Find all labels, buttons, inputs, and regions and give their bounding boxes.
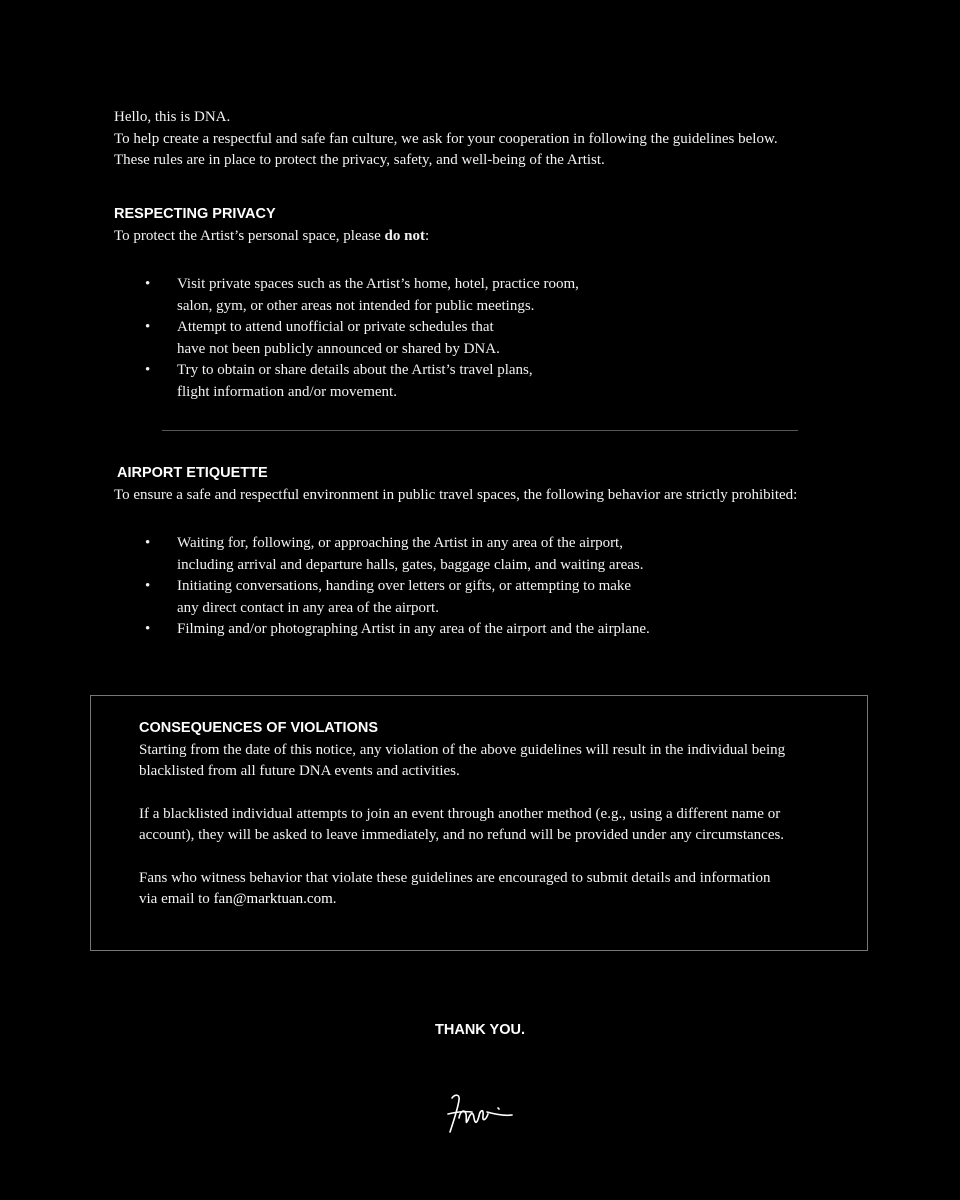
list-item-line: Initiating conversations, handing over letters or gifts, or attempting to make bbox=[177, 578, 632, 594]
violations-box bbox=[90, 695, 868, 951]
violations-paragraph bbox=[139, 740, 839, 783]
section-divider bbox=[162, 430, 798, 431]
bullet-icon: • bbox=[145, 535, 151, 551]
list-item bbox=[114, 576, 874, 619]
paragraph-line: If a blacklisted individual attempts to join an event through another method (e.g., using a different name or bbox=[139, 805, 781, 822]
airport-lead: To ensure a safe and respectful environment in public travel spaces, the following behavior are strictly prohibited: bbox=[114, 486, 798, 503]
paragraph-line: blacklisted from all future DNA events and activities. bbox=[139, 763, 460, 779]
email-prefix: via email to bbox=[139, 891, 214, 907]
airport-list bbox=[114, 533, 874, 641]
privacy-list bbox=[114, 274, 874, 403]
list-item-line: any direct contact in any area of the airport. bbox=[177, 599, 439, 616]
intro-section bbox=[114, 107, 874, 172]
thank-you-text: THANK YOU. bbox=[435, 1022, 525, 1038]
list-item-line: have not been publicly announced or shared by DNA. bbox=[177, 340, 500, 357]
bullet-icon: • bbox=[145, 578, 151, 594]
intro-greeting: Hello, this is DNA. bbox=[114, 109, 231, 125]
intro-purpose: These rules are in place to protect the privacy, safety, and well-being of the Artist. bbox=[114, 152, 605, 168]
paragraph-line: account), they will be asked to leave immediately, and no refund will be provided under any circumstances. bbox=[139, 827, 785, 843]
violations-content bbox=[139, 718, 839, 911]
airport-heading: AIRPORT ETIQUETTE bbox=[117, 465, 268, 481]
list-item-line: salon, gym, or other areas not intended for public meetings. bbox=[177, 297, 535, 314]
list-item bbox=[114, 619, 874, 641]
list-item bbox=[114, 317, 874, 360]
intro-request: To help create a respectful and safe fan culture, we ask for your cooperation in following the guidelines below. bbox=[114, 130, 778, 147]
paragraph-line: Fans who witness behavior that violate these guidelines are encouraged to submit details and information bbox=[139, 869, 771, 886]
list-item-line: Visit private spaces such as the Artist’s home, hotel, practice room, bbox=[177, 276, 579, 292]
list-item-line: Waiting for, following, or approaching the Artist in any area of the airport, bbox=[177, 535, 623, 551]
violations-paragraph bbox=[139, 868, 839, 911]
list-item-line: Try to obtain or share details about the Artist’s travel plans, bbox=[177, 362, 533, 378]
paragraph-gap bbox=[139, 847, 839, 868]
privacy-lead-colon: : bbox=[424, 227, 430, 244]
list-item bbox=[114, 360, 874, 403]
airport-section bbox=[114, 463, 874, 641]
email-suffix: . bbox=[332, 891, 337, 907]
paragraph-gap bbox=[139, 783, 839, 804]
paragraph-line: Starting from the date of this notice, any violation of the above guidelines will result in the individual being bbox=[139, 741, 786, 758]
bullet-icon: • bbox=[145, 362, 151, 378]
bullet-icon: • bbox=[145, 276, 151, 292]
violations-paragraph bbox=[139, 804, 839, 847]
email-link[interactable]: fan@marktuan.com bbox=[213, 891, 333, 907]
list-item-line: Filming and/or photographing Artist in any area of the airport and the airplane. bbox=[177, 621, 650, 637]
signature-icon bbox=[446, 1090, 516, 1136]
list-item-line: Attempt to attend unofficial or private schedules that bbox=[177, 319, 494, 335]
privacy-lead-text: To protect the Artist’s personal space, please bbox=[114, 227, 385, 244]
paragraph-line bbox=[139, 889, 839, 911]
privacy-lead bbox=[114, 226, 874, 248]
list-item-line: including arrival and departure halls, gates, baggage claim, and waiting areas. bbox=[177, 556, 644, 573]
privacy-section bbox=[114, 204, 874, 403]
privacy-lead-emphasis: do not bbox=[384, 227, 425, 244]
bullet-icon: • bbox=[145, 621, 151, 637]
list-item bbox=[114, 533, 874, 576]
violations-heading: CONSEQUENCES OF VIOLATIONS bbox=[139, 720, 379, 736]
list-item bbox=[114, 274, 874, 317]
bullet-icon: • bbox=[145, 319, 151, 335]
list-item-line: flight information and/or movement. bbox=[177, 383, 397, 400]
privacy-heading: RESPECTING PRIVACY bbox=[114, 206, 276, 222]
